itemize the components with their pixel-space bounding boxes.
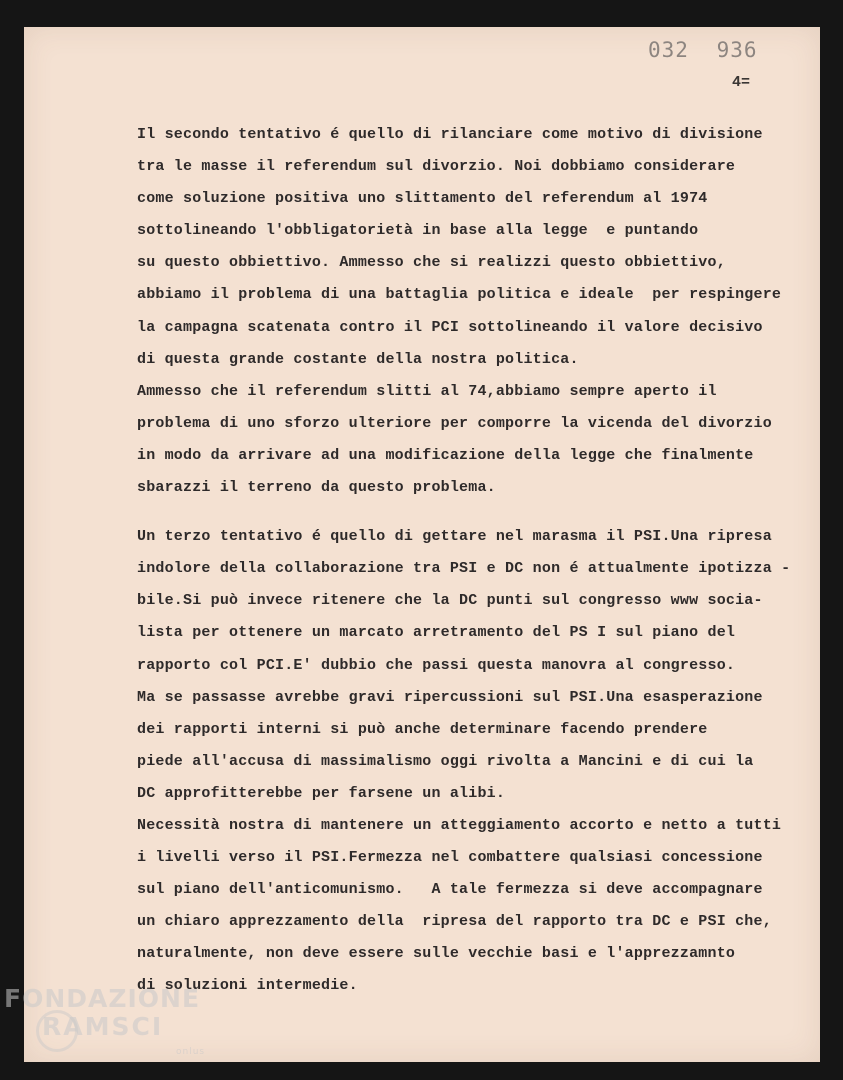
fondazione-gramsci-watermark <box>4 984 206 1057</box>
watermark-line1: FONDAZIONE <box>4 984 201 1013</box>
watermark-line2: RAMSCI <box>42 1012 164 1041</box>
text-line: sul piano dell'anticomunismo. A tale fermezza si deve accompagnare <box>137 881 763 899</box>
text-line: un chiaro apprezzamento della ripresa del rapporto tra DC e PSI che, <box>137 913 772 931</box>
document-body <box>137 119 827 1003</box>
g-logo-icon <box>36 1010 78 1052</box>
text-line: Ma se passasse avrebbe gravi ripercussioni sul PSI.Una esasperazione <box>137 688 763 706</box>
archive-reference-number: 032 936 <box>648 38 758 62</box>
text-line: in modo da arrivare ad una modificazione della legge che finalmente <box>137 446 754 464</box>
text-line: Un terzo tentativo é quello di gettare nel marasma il PSI.Una ripresa <box>137 528 772 546</box>
text-line: su questo obbiettivo. Ammesso che si realizzi questo obbiettivo, <box>137 254 726 272</box>
text-line: rapporto col PCI.E' dubbio che passi questa manovra al congresso. <box>137 656 736 674</box>
text-line: abbiamo il problema di una battaglia politica e ideale per respingere <box>137 286 782 304</box>
text-line: naturalmente, non deve essere sulle vecchie basi e l'apprezzamnto <box>137 945 736 963</box>
text-line: sottolineando l'obbligatorietà in base alla legge e puntando <box>137 222 699 240</box>
text-line: Necessità nostra di mantenere un atteggiamento accorto e netto a tutti <box>137 816 782 834</box>
text-line: sbarazzi il terreno da questo problema. <box>137 479 496 497</box>
text-line: Il secondo tentativo é quello di rilanciare come motivo di divisione <box>137 126 763 143</box>
text-line: piede all'accusa di massimalismo oggi rivolta a Mancini e di cui la <box>137 752 754 770</box>
text-line: come soluzione positiva uno slittamento del referendum al 1974 <box>137 190 708 208</box>
text-line: lista per ottenere un marcato arretramento del PS I sul piano del <box>137 624 736 642</box>
text-line: dei rapporti interni si può anche determinare facendo prendere <box>137 720 708 738</box>
text-line: tra le masse il referendum sul divorzio. Noi dobbiamo considerare <box>137 158 736 176</box>
text-line: DC approfitterebbe per farsene un alibi. <box>137 784 506 802</box>
text-line: di soluzioni intermedie. <box>137 977 358 995</box>
page-number: 4= <box>732 74 751 91</box>
paragraph-2 <box>137 521 827 1002</box>
text-line: la campagna scatenata contro il PCI sottolineando il valore decisivo <box>137 318 763 336</box>
text-line: Ammesso che il referendum slitti al 74,abbiamo sempre aperto il <box>137 382 717 400</box>
text-line: di questa grande costante della nostra politica. <box>137 350 579 368</box>
text-line: i livelli verso il PSI.Fermezza nel combattere qualsiasi concessione <box>137 849 763 867</box>
text-line: indolore della collaborazione tra PSI e DC non é attualmente ipotizza - <box>137 560 791 578</box>
paragraph-gap <box>137 504 827 521</box>
watermark-suffix: onlus <box>176 1047 206 1057</box>
text-line: problema di uno sforzo ulteriore per comporre la vicenda del divorzio <box>137 414 772 432</box>
paragraph-1 <box>137 119 827 504</box>
text-line: bile.Si può invece ritenere che la DC punti sul congresso www socia- <box>137 592 763 610</box>
